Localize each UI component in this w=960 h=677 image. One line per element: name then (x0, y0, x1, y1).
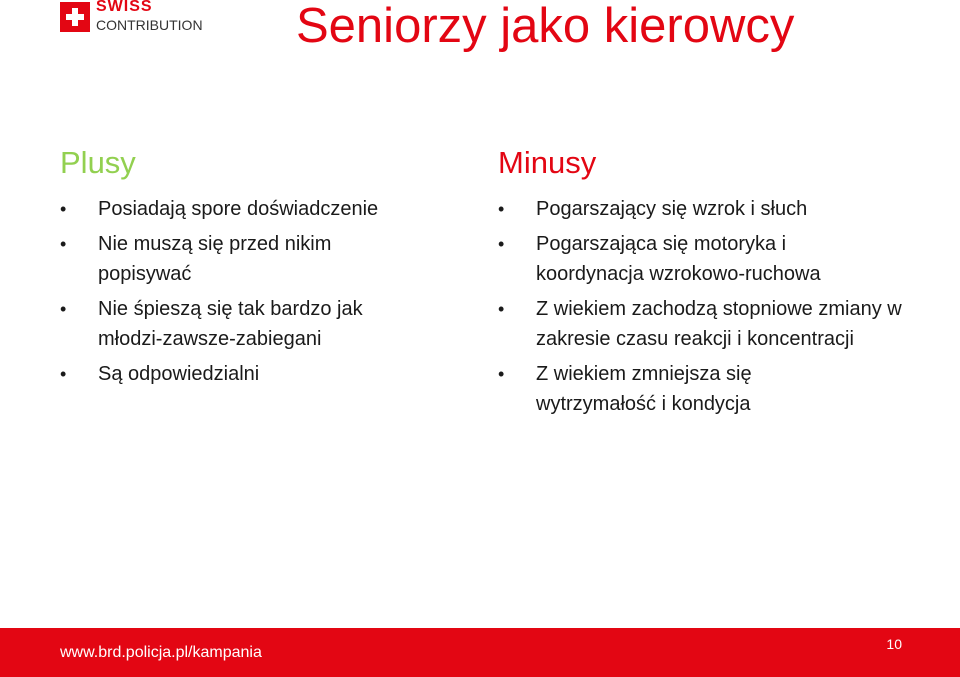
pros-list (60, 194, 460, 389)
cons-list (498, 194, 928, 419)
cons-heading: Minusy (498, 145, 597, 180)
slide-title: Seniorzy jako kierowcy (296, 0, 795, 53)
pros-item: • Nie śpieszą się tak bardzo jak młodzi-zawsze-zabiegani (60, 294, 418, 354)
footer-url: www.brd.policja.pl/kampania (60, 644, 262, 661)
pros-heading: Plusy (60, 145, 136, 180)
cons-column (498, 144, 928, 424)
pros-item: • Posiadają spore doświadczenie (60, 194, 460, 224)
cons-item: • Z wiekiem zachodzą stopniowe zmiany w zakresie czasu reakcji i koncentracji (498, 294, 906, 354)
pros-item: • Są odpowiedzialni (60, 359, 460, 389)
cons-item: • Z wiekiem zmniejsza się wytrzymałość i kondycja (498, 359, 836, 419)
footer-bar (0, 628, 960, 677)
pros-item: • Nie muszą się przed nikim popisywać (60, 229, 398, 289)
cons-item: • Pogarszająca się motoryka i koordynacja wzrokowo-ruchowa (498, 229, 896, 289)
cons-item: • Pogarszający się wzrok i słuch (498, 194, 928, 224)
logo-contribution-text: CONTRIBUTION (96, 17, 203, 33)
swiss-contribution-logo (60, 0, 220, 36)
pros-column (60, 144, 460, 394)
page-number: 10 (886, 636, 902, 652)
logo-swiss-text: SWISS (96, 0, 153, 15)
swiss-flag-icon (60, 2, 90, 32)
